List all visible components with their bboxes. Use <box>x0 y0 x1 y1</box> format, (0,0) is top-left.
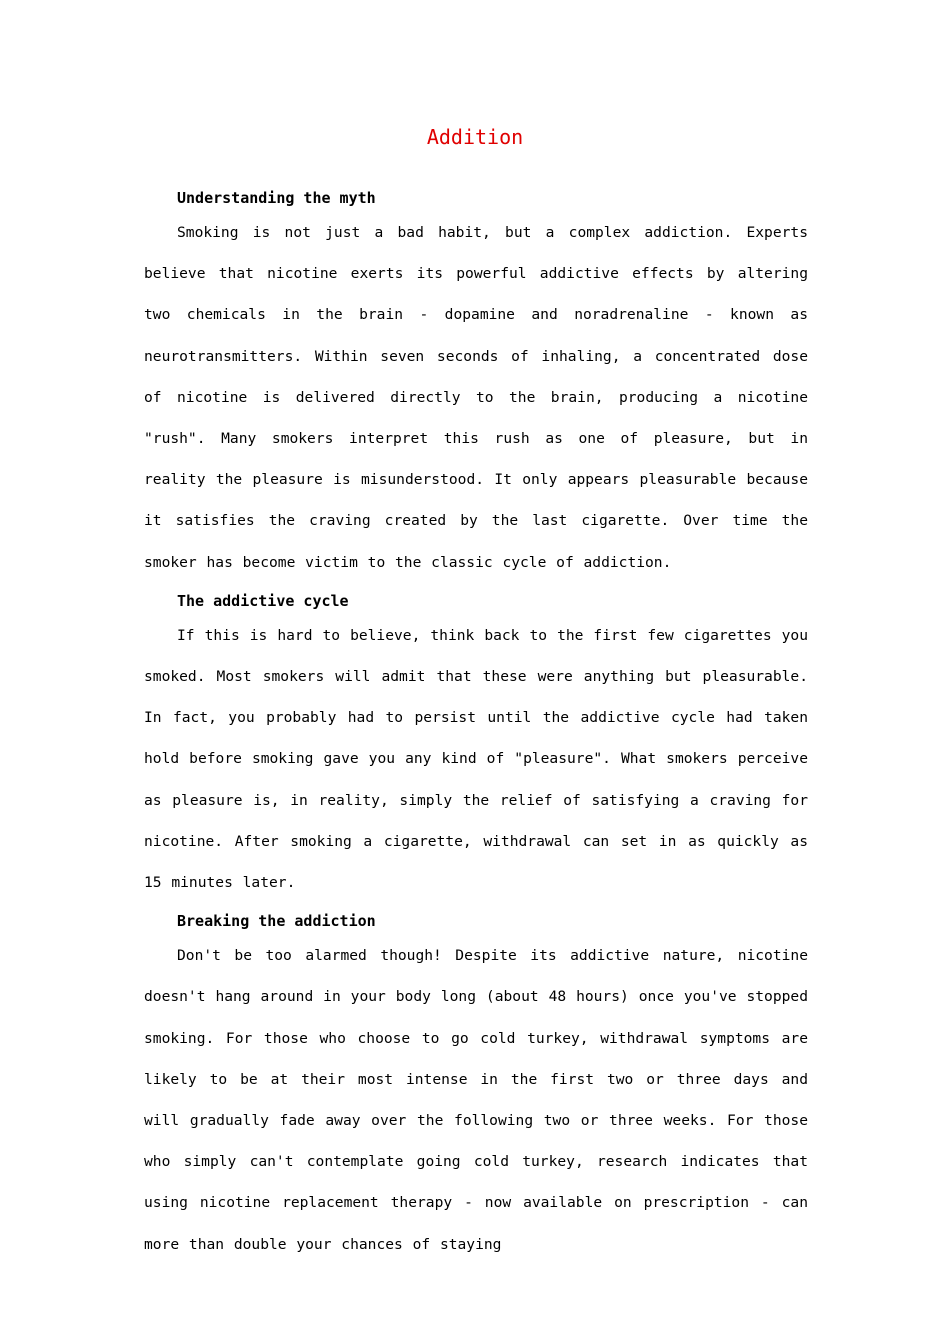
section-breaking-the-addiction <box>144 907 808 1265</box>
section-understanding-the-myth <box>144 184 808 583</box>
section-heading: The addictive cycle <box>177 591 349 610</box>
document-title: Addition <box>426 125 524 149</box>
section-paragraph: Don't be too alarmed though! Despite its addictive nature, nicotine doesn't hang around in your body long (about 48 hours) once you've stopped smoking. For those who choose to go cold turkey, withdrawal symptoms are likely to be at their most intense in the first two or three days and will gradually fade away over the following two or three weeks. For those who simply can't contemplate going cold turkey, research indicates that using nicotine replacement therapy - now available on prescription - can more than double your chances of staying <box>144 947 808 1253</box>
document-body <box>144 184 808 1269</box>
section-the-addictive-cycle <box>144 587 808 903</box>
section-paragraph: Smoking is not just a bad habit, but a complex addiction. Experts believe that nicotine exerts its powerful addictive effects by altering two chemicals in the brain - dopamine and noradrenaline - known as neurotransmitters. Within seven seconds of inhaling, a concentrated dose of nicotine is delivered directly to the brain, producing a nicotine "rush". Many smokers interpret this rush as one of pleasure, but in reality the pleasure is misunderstood. It only appears pleasurable because it satisfies the craving created by the last cigarette. Over time the smoker has become victim to the classic cycle of addiction. <box>144 224 808 571</box>
section-heading: Breaking the addiction <box>177 912 376 931</box>
section-paragraph: If this is hard to believe, think back to the first few cigarettes you smoked. Most smokers will admit that these were anything but pleasurable. In fact, you probably had to persist until the addictive cycle had taken hold before smoking gave you any kind of "pleasure". What smokers perceive as pleasure is, in reality, simply the relief of satisfying a craving for nicotine. After smoking a cigarette, withdrawal can set in as quickly as 15 minutes later. <box>144 626 808 892</box>
section-heading: Understanding the myth <box>177 189 376 207</box>
